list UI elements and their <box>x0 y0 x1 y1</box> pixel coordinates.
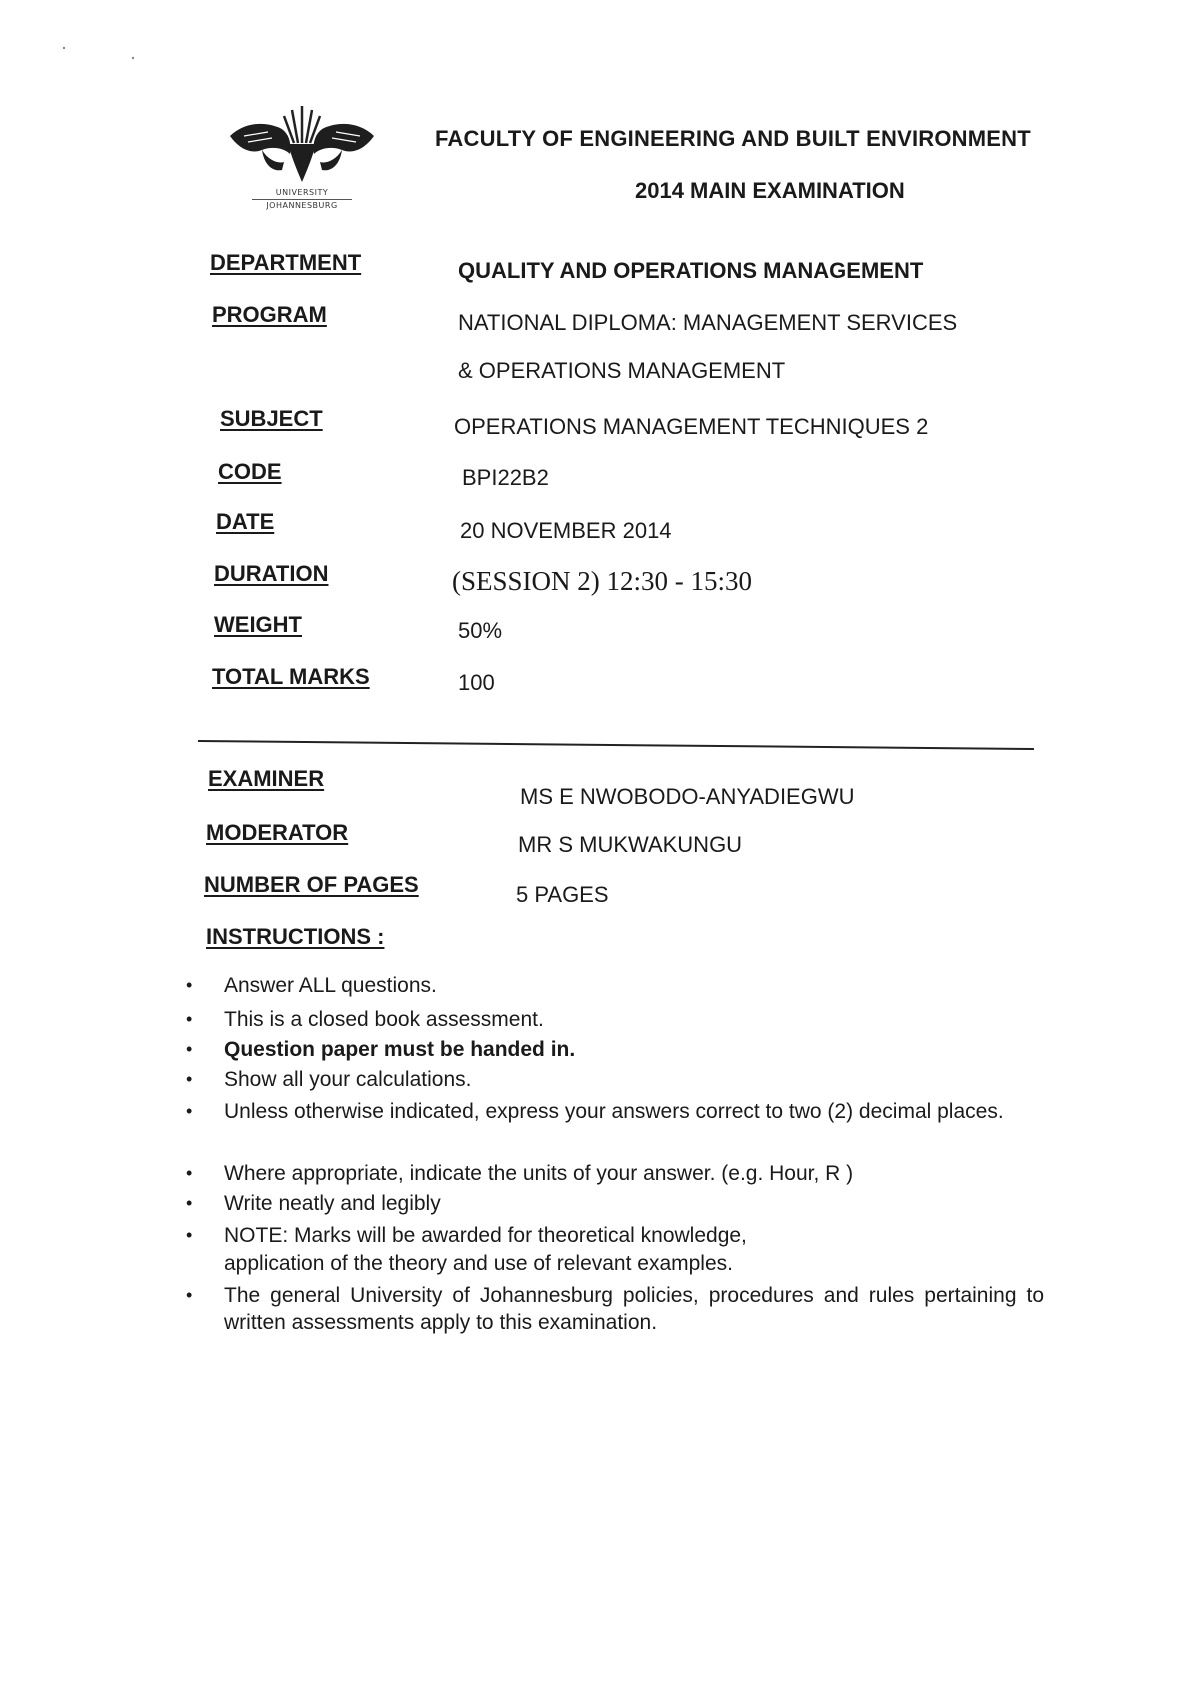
moderator-label: MODERATOR <box>206 820 349 845</box>
weight-value: 50% <box>458 618 503 643</box>
instruction-text: The general University of Johannesburg policies, procedures and rules pertaining to written assessments apply to this examination. <box>224 1284 1044 1334</box>
code-value: BPI22B2 <box>462 465 549 490</box>
bullet-icon: • <box>186 1193 193 1213</box>
total-marks-label: TOTAL MARKS <box>212 664 370 689</box>
date-value: 20 NOVEMBER 2014 <box>460 518 672 543</box>
divider-line <box>198 740 1034 750</box>
program-label: PROGRAM <box>212 302 327 327</box>
university-crest-icon <box>222 98 382 188</box>
bullet-icon: • <box>186 1225 193 1245</box>
examiner-value: MS E NWOBODO-ANYADIEGWU <box>520 784 855 809</box>
department-value: QUALITY AND OPERATIONS MANAGEMENT <box>458 258 924 283</box>
duration-value: (SESSION 2) 12:30 - 15:30 <box>452 566 753 596</box>
bullet-icon: • <box>186 1009 193 1029</box>
logo-text-university: UNIVERSITY <box>275 188 329 197</box>
number-of-pages-label: NUMBER OF PAGES <box>204 872 419 897</box>
bullet-icon: • <box>186 1039 193 1059</box>
exam-title: 2014 MAIN EXAMINATION <box>635 178 905 203</box>
examiner-label: EXAMINER <box>208 766 325 791</box>
weight-label: WEIGHT <box>214 612 302 637</box>
instruction-text: application of the theory and use of relevant examples. <box>224 1252 733 1275</box>
instructions-heading: INSTRUCTIONS : <box>206 924 385 949</box>
instruction-text: Answer ALL questions. <box>224 974 437 997</box>
bullet-icon: • <box>186 1101 193 1121</box>
date-label: DATE <box>216 509 275 534</box>
subject-label: SUBJECT <box>220 406 323 431</box>
instruction-text: Where appropriate, indicate the units of your answer. (e.g. Hour, R ) <box>224 1162 854 1185</box>
program-value: NATIONAL DIPLOMA: MANAGEMENT SERVICES <box>458 310 958 335</box>
subject-value: OPERATIONS MANAGEMENT TECHNIQUES 2 <box>454 414 929 439</box>
instruction-text: This is a closed book assessment. <box>224 1008 544 1031</box>
instruction-text: NOTE: Marks will be awarded for theoretical knowledge, <box>224 1224 747 1247</box>
instruction-text: Show all your calculations. <box>224 1068 472 1091</box>
bullet-icon: • <box>186 1163 193 1183</box>
instruction-text: Write neatly and legibly <box>224 1192 441 1215</box>
instruction-text: Question paper must be handed in. <box>224 1038 576 1061</box>
department-label: DEPARTMENT <box>210 250 362 275</box>
program-value-line2: & OPERATIONS MANAGEMENT <box>458 358 786 383</box>
number-of-pages-value: 5 PAGES <box>516 882 609 907</box>
instruction-text: Unless otherwise indicated, express your answers correct to two (2) decimal places. <box>224 1100 1004 1123</box>
logo-text-johannesburg: JOHANNESBURG <box>252 199 352 210</box>
bullet-icon: • <box>186 1069 193 1089</box>
scan-specks <box>60 44 140 64</box>
university-logo <box>222 98 382 223</box>
bullet-icon: • <box>186 975 193 995</box>
bullet-icon: • <box>186 1285 193 1305</box>
faculty-title: FACULTY OF ENGINEERING AND BUILT ENVIRONMENT <box>435 126 1031 151</box>
moderator-value: MR S MUKWAKUNGU <box>518 832 743 857</box>
code-label: CODE <box>218 459 282 484</box>
duration-label: DURATION <box>214 561 329 586</box>
total-marks-value: 100 <box>458 670 495 695</box>
